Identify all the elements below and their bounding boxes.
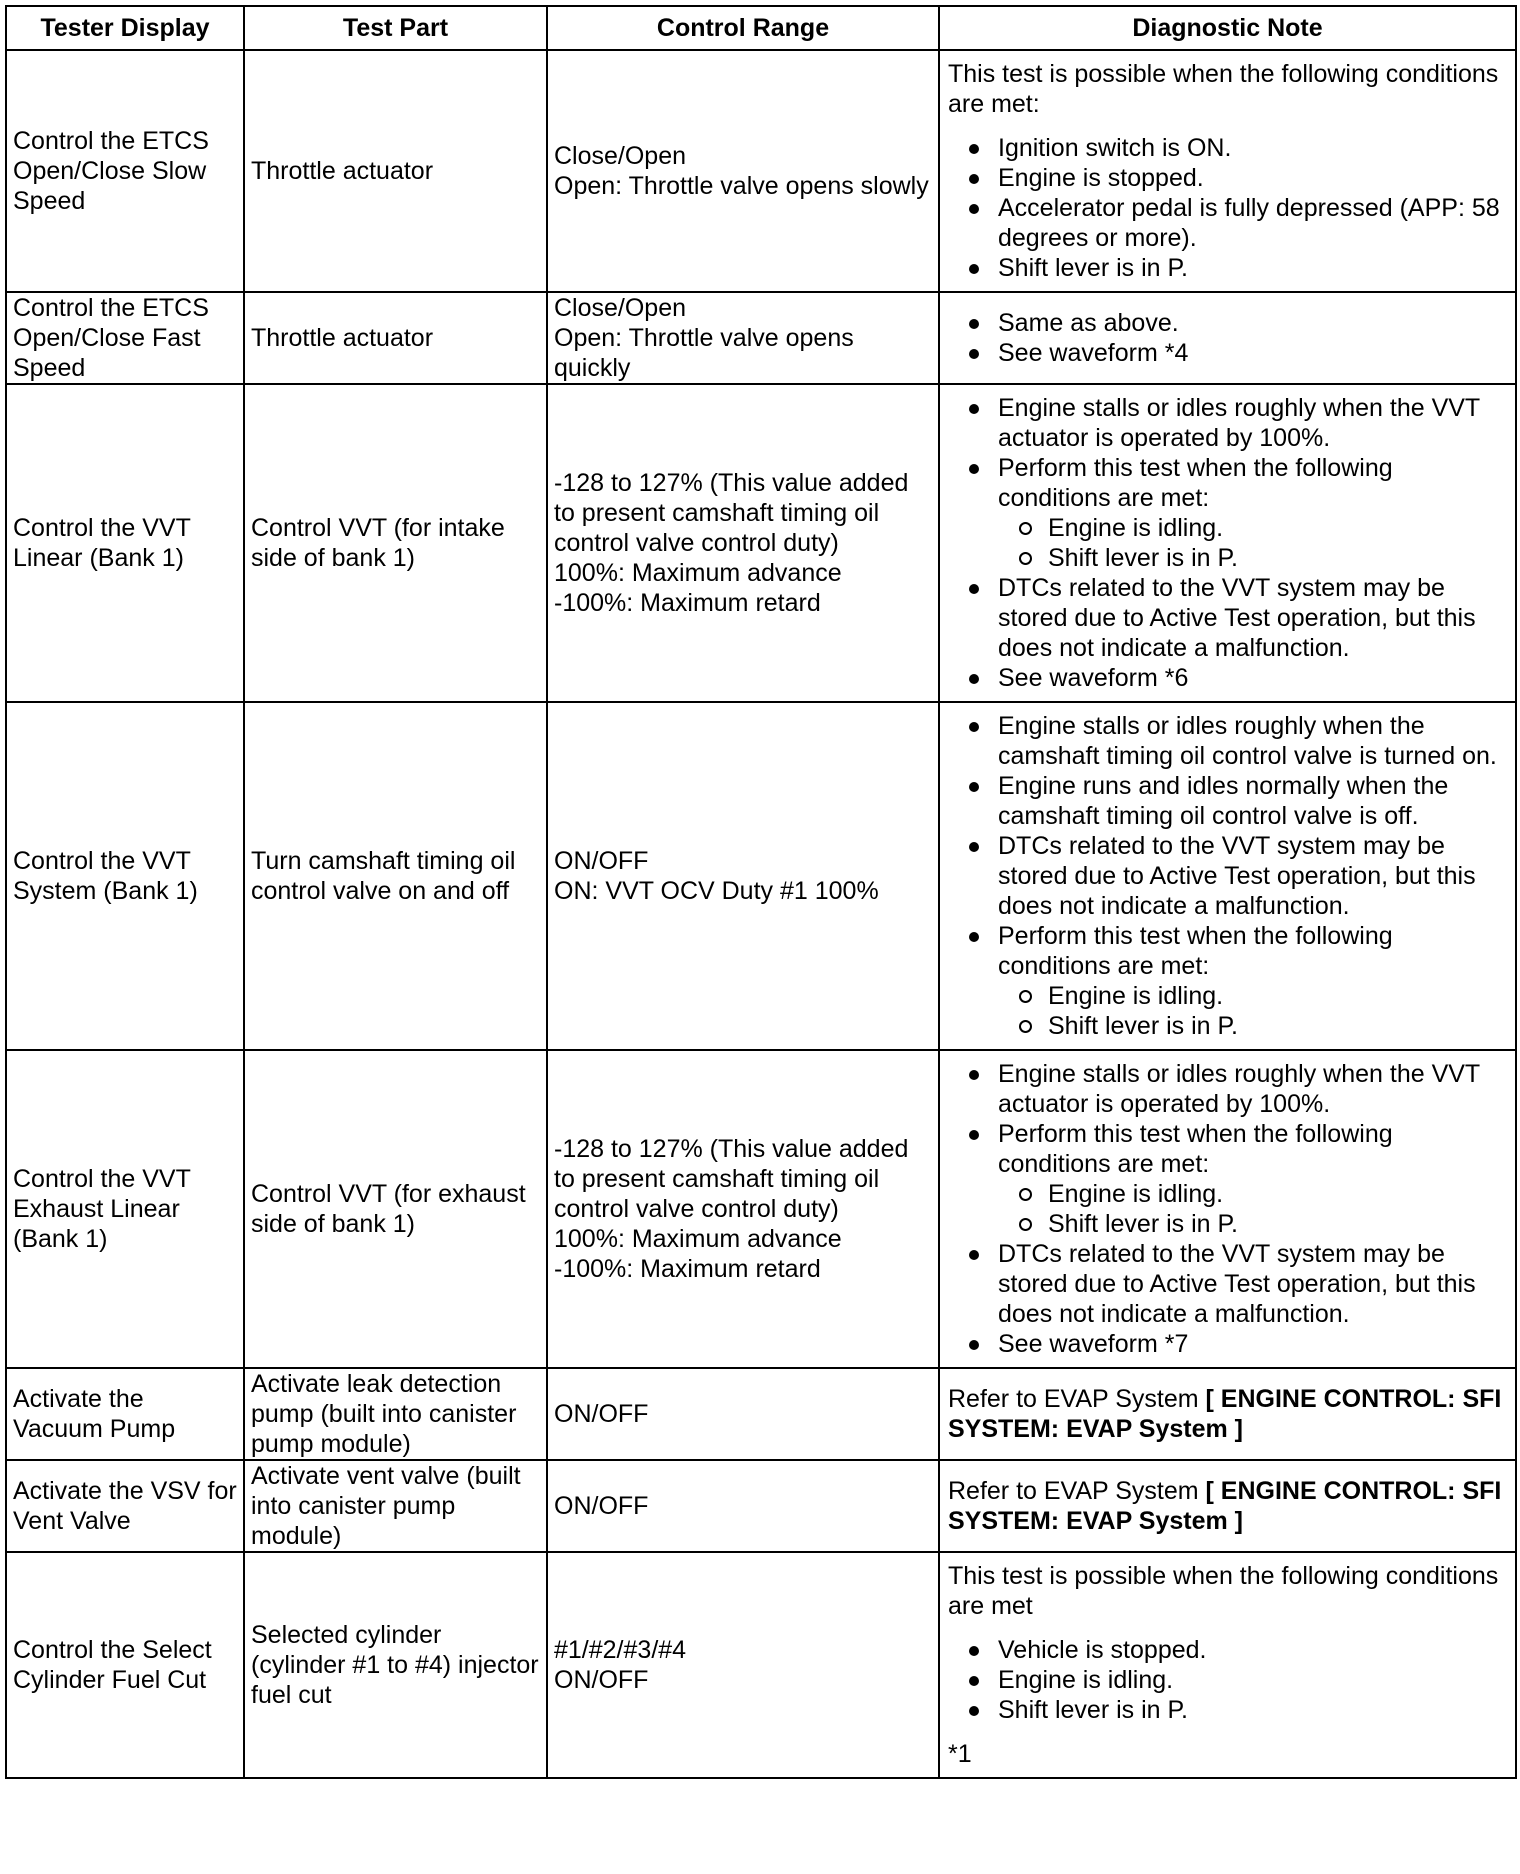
note-bullet-list xyxy=(948,1635,1507,1725)
table-row xyxy=(6,1460,1516,1552)
table-row xyxy=(6,1368,1516,1460)
note-bullet-item xyxy=(948,1119,1507,1179)
note-bullet-item xyxy=(948,253,1507,283)
control-range-line: 100%: Maximum advance xyxy=(554,1225,842,1253)
diagnostic-note-cell xyxy=(939,1552,1516,1778)
note-bullet-item xyxy=(948,133,1507,163)
note-gap xyxy=(948,119,1507,133)
note-bullet-line: Vehicle is stopped. xyxy=(998,1636,1207,1664)
reference-link-part1: [ ENGINE CONTROL: SFI xyxy=(1205,1385,1502,1413)
control-range-line: ON/OFF xyxy=(554,1666,649,1694)
note-bullet-list xyxy=(948,1059,1507,1359)
test-part-line: module) xyxy=(251,1522,342,1550)
table-row xyxy=(6,384,1516,702)
header-control-range: Control Range xyxy=(547,6,939,50)
control-range-cell xyxy=(547,702,939,1050)
note-bullet-line: conditions are met: xyxy=(998,484,1210,512)
test-part-cell xyxy=(244,1460,547,1552)
note-intro xyxy=(948,59,1507,119)
note-gap xyxy=(948,1621,1507,1635)
reference-link-part2: SYSTEM: EVAP System ] xyxy=(948,1415,1243,1443)
header-tester-display: Tester Display xyxy=(6,6,244,50)
control-range-cell xyxy=(547,1460,939,1552)
note-bullet-item xyxy=(948,1635,1507,1665)
table-row xyxy=(6,702,1516,1050)
note-bullet-line: Engine runs and idles normally when the xyxy=(998,772,1449,800)
diagnostic-note-cell xyxy=(939,1050,1516,1368)
note-intro-line: This test is possible when the following conditions xyxy=(948,60,1499,88)
note-bullet-line: actuator is operated by 100%. xyxy=(998,424,1331,452)
control-range-cell xyxy=(547,1368,939,1460)
note-bullet-line: Perform this test when the following xyxy=(998,1120,1393,1148)
tester-display-line: Control the ETCS xyxy=(13,127,209,155)
note-bullet-item xyxy=(948,921,1507,981)
reference-line xyxy=(948,1384,1507,1414)
note-bullet-item xyxy=(948,1695,1507,1725)
note-bullet-line: Same as above. xyxy=(998,309,1179,337)
note-bullet-item xyxy=(948,1239,1507,1329)
note-sub-bullet-item: Engine is idling. xyxy=(948,513,1507,543)
test-part-line: pump (built into canister xyxy=(251,1400,517,1428)
note-bullet-line: stored due to Active Test operation, but this xyxy=(998,604,1476,632)
tester-display-line: Control the VVT xyxy=(13,1165,191,1193)
control-range-line: quickly xyxy=(554,354,631,382)
note-sub-bullet-item: Shift lever is in P. xyxy=(948,543,1507,573)
test-part-cell xyxy=(244,50,547,292)
note-bullet-line: Accelerator pedal is fully depressed (APP: 58 xyxy=(998,194,1500,222)
reference-line xyxy=(948,1476,1507,1506)
table-row xyxy=(6,1050,1516,1368)
note-bullet-line: Ignition switch is ON. xyxy=(998,134,1232,162)
control-range-line: Close/Open xyxy=(554,294,687,322)
note-bullet-list xyxy=(948,133,1507,283)
tester-display-cell xyxy=(6,1050,244,1368)
control-range-line: ON/OFF xyxy=(554,847,649,875)
tester-display-line: Speed xyxy=(13,187,86,215)
control-range-line: control valve control duty) xyxy=(554,1195,839,1223)
active-test-table-container xyxy=(5,5,1517,1779)
note-bullet-item xyxy=(948,831,1507,921)
control-range-line: 100%: Maximum advance xyxy=(554,559,842,587)
test-part-line: Selected cylinder xyxy=(251,1621,442,1649)
note-bullet-line: DTCs related to the VVT system may be xyxy=(998,1240,1445,1268)
tester-display-line: Control the Select xyxy=(13,1636,212,1664)
test-part-line: side of bank 1) xyxy=(251,544,415,572)
note-bullet-item xyxy=(948,663,1507,693)
tester-display-line: Linear (Bank 1) xyxy=(13,544,184,572)
note-bullet-item xyxy=(948,193,1507,253)
test-part-line: Control VVT (for exhaust xyxy=(251,1180,526,1208)
note-bullet-line: Engine stalls or idles roughly when the xyxy=(998,712,1425,740)
control-range-line: Close/Open xyxy=(554,142,687,170)
tester-display-line: System (Bank 1) xyxy=(13,877,198,905)
test-part-line: Throttle actuator xyxy=(251,324,434,352)
note-bullet-list xyxy=(948,393,1507,693)
test-part-cell xyxy=(244,1368,547,1460)
header-row xyxy=(6,6,1516,50)
note-bullet-line: Engine is stopped. xyxy=(998,164,1204,192)
test-part-cell xyxy=(244,292,547,384)
tester-display-cell xyxy=(6,50,244,292)
tester-display-line: Open/Close Fast xyxy=(13,324,201,352)
reference-link-part2: SYSTEM: EVAP System ] xyxy=(948,1507,1243,1535)
note-bullet-item xyxy=(948,1059,1507,1119)
tester-display-line: (Bank 1) xyxy=(13,1225,108,1253)
note-gap xyxy=(948,1725,1507,1739)
header-diagnostic-note: Diagnostic Note xyxy=(939,6,1516,50)
control-range-line: Open: Throttle valve opens slowly xyxy=(554,172,929,200)
note-bullet-line: conditions are met: xyxy=(998,1150,1210,1178)
table-row xyxy=(6,292,1516,384)
test-part-cell xyxy=(244,384,547,702)
tester-display-line: Activate the xyxy=(13,1385,144,1413)
test-part-line: (cylinder #1 to #4) injector xyxy=(251,1651,539,1679)
tester-display-line: Cylinder Fuel Cut xyxy=(13,1666,207,1694)
test-part-line: Activate leak detection xyxy=(251,1370,502,1398)
control-range-line: ON/OFF xyxy=(554,1492,649,1520)
note-bullet-item xyxy=(948,1665,1507,1695)
note-intro-line: This test is possible when the following conditions xyxy=(948,1562,1499,1590)
note-bullet-item xyxy=(948,573,1507,663)
note-bullet-line: stored due to Active Test operation, but this xyxy=(998,1270,1476,1298)
control-range-cell xyxy=(547,50,939,292)
diagnostic-note-cell xyxy=(939,1460,1516,1552)
tester-display-cell xyxy=(6,702,244,1050)
control-range-line: control valve control duty) xyxy=(554,529,839,557)
note-bullet-item xyxy=(948,163,1507,193)
control-range-line: to present camshaft timing oil xyxy=(554,1165,880,1193)
header-test-part: Test Part xyxy=(244,6,547,50)
note-reference xyxy=(948,1476,1507,1536)
diagnostic-note-cell xyxy=(939,50,1516,292)
note-bullet-line: See waveform *6 xyxy=(998,664,1189,692)
table-row xyxy=(6,50,1516,292)
note-bullet-item xyxy=(948,308,1507,338)
note-footnote: *1 xyxy=(948,1740,972,1768)
control-range-line: -100%: Maximum retard xyxy=(554,1255,821,1283)
note-bullet-item xyxy=(948,338,1507,368)
control-range-cell xyxy=(547,292,939,384)
tester-display-line: Control the ETCS xyxy=(13,294,209,322)
tester-display-cell xyxy=(6,1368,244,1460)
tester-display-cell xyxy=(6,292,244,384)
table-row xyxy=(6,1552,1516,1778)
test-part-line: into canister pump xyxy=(251,1492,456,1520)
note-bullet-line: Perform this test when the following xyxy=(998,454,1393,482)
control-range-line: ON: VVT OCV Duty #1 100% xyxy=(554,877,879,905)
control-range-cell xyxy=(547,1552,939,1778)
diagnostic-note-cell xyxy=(939,702,1516,1050)
note-bullet-item xyxy=(948,1329,1507,1359)
note-bullet-line: actuator is operated by 100%. xyxy=(998,1090,1331,1118)
note-bullet-line: camshaft timing oil control valve is off. xyxy=(998,802,1419,830)
note-sub-bullet-item: Engine is idling. xyxy=(948,981,1507,1011)
note-intro xyxy=(948,1561,1507,1621)
note-bullet-line: Engine stalls or idles roughly when the VVT xyxy=(998,394,1481,422)
note-reference xyxy=(948,1384,1507,1444)
control-range-line: #1/#2/#3/#4 xyxy=(554,1636,687,1664)
tester-display-line: Speed xyxy=(13,354,86,382)
active-test-table xyxy=(5,5,1517,1779)
diagnostic-note-cell xyxy=(939,1368,1516,1460)
test-part-line: fuel cut xyxy=(251,1681,332,1709)
note-sub-bullet-item: Engine is idling. xyxy=(948,1179,1507,1209)
note-intro-line: are met: xyxy=(948,90,1040,118)
test-part-line: side of bank 1) xyxy=(251,1210,415,1238)
test-part-line: control valve on and off xyxy=(251,877,510,905)
tester-display-line: Vacuum Pump xyxy=(13,1415,176,1443)
diagnostic-note-cell xyxy=(939,384,1516,702)
tester-display-line: Open/Close Slow xyxy=(13,157,207,185)
note-bullet-line: does not indicate a malfunction. xyxy=(998,1300,1350,1328)
reference-prefix: Refer to EVAP System xyxy=(948,1385,1206,1413)
control-range-cell xyxy=(547,1050,939,1368)
note-bullet-item xyxy=(948,453,1507,513)
diagnostic-note-cell xyxy=(939,292,1516,384)
note-bullet-line: does not indicate a malfunction. xyxy=(998,634,1350,662)
note-bullet-item xyxy=(948,711,1507,771)
note-sub-bullet-item: Shift lever is in P. xyxy=(948,1011,1507,1041)
test-part-cell xyxy=(244,1552,547,1778)
test-part-line: Turn camshaft timing oil xyxy=(251,847,516,875)
control-range-line: -128 to 127% (This value added xyxy=(554,1135,909,1163)
note-intro-line: are met xyxy=(948,1592,1033,1620)
control-range-line: ON/OFF xyxy=(554,1400,649,1428)
test-part-line: Throttle actuator xyxy=(251,157,434,185)
note-bullet-line: See waveform *4 xyxy=(998,339,1189,367)
tester-display-line: Vent Valve xyxy=(13,1507,131,1535)
control-range-line: to present camshaft timing oil xyxy=(554,499,880,527)
tester-display-line: Control the VVT xyxy=(13,514,191,542)
control-range-line: Open: Throttle valve opens xyxy=(554,324,854,352)
tester-display-line: Control the VVT xyxy=(13,847,191,875)
table-body xyxy=(6,50,1516,1778)
note-bullet-item xyxy=(948,393,1507,453)
note-bullet-item xyxy=(948,771,1507,831)
note-bullet-line: does not indicate a malfunction. xyxy=(998,892,1350,920)
note-sub-bullet-item: Shift lever is in P. xyxy=(948,1209,1507,1239)
control-range-line: -128 to 127% (This value added xyxy=(554,469,909,497)
note-bullet-line: DTCs related to the VVT system may be xyxy=(998,574,1445,602)
control-range-cell xyxy=(547,384,939,702)
test-part-cell xyxy=(244,1050,547,1368)
note-bullet-line: Engine is idling. xyxy=(998,1666,1174,1694)
note-bullet-line: Shift lever is in P. xyxy=(998,254,1188,282)
tester-display-cell xyxy=(6,1460,244,1552)
test-part-line: Activate vent valve (built xyxy=(251,1462,521,1490)
tester-display-line: Activate the VSV for xyxy=(13,1477,237,1505)
test-part-line: Control VVT (for intake xyxy=(251,514,505,542)
tester-display-cell xyxy=(6,384,244,702)
note-bullet-line: Shift lever is in P. xyxy=(998,1696,1188,1724)
note-bullet-list xyxy=(948,308,1507,368)
note-bullet-line: camshaft timing oil control valve is turned on. xyxy=(998,742,1497,770)
test-part-line: pump module) xyxy=(251,1430,411,1458)
tester-display-line: Exhaust Linear xyxy=(13,1195,180,1223)
note-bullet-line: See waveform *7 xyxy=(998,1330,1189,1358)
reference-link-part1: [ ENGINE CONTROL: SFI xyxy=(1205,1477,1502,1505)
test-part-cell xyxy=(244,702,547,1050)
note-bullet-list xyxy=(948,711,1507,1041)
note-bullet-line: conditions are met: xyxy=(998,952,1210,980)
note-bullet-line: stored due to Active Test operation, but this xyxy=(998,862,1476,890)
control-range-line: -100%: Maximum retard xyxy=(554,589,821,617)
note-bullet-line: DTCs related to the VVT system may be xyxy=(998,832,1445,860)
note-bullet-line: Engine stalls or idles roughly when the VVT xyxy=(998,1060,1481,1088)
tester-display-cell xyxy=(6,1552,244,1778)
reference-prefix: Refer to EVAP System xyxy=(948,1477,1206,1505)
note-bullet-line: degrees or more). xyxy=(998,224,1197,252)
note-bullet-line: Perform this test when the following xyxy=(998,922,1393,950)
